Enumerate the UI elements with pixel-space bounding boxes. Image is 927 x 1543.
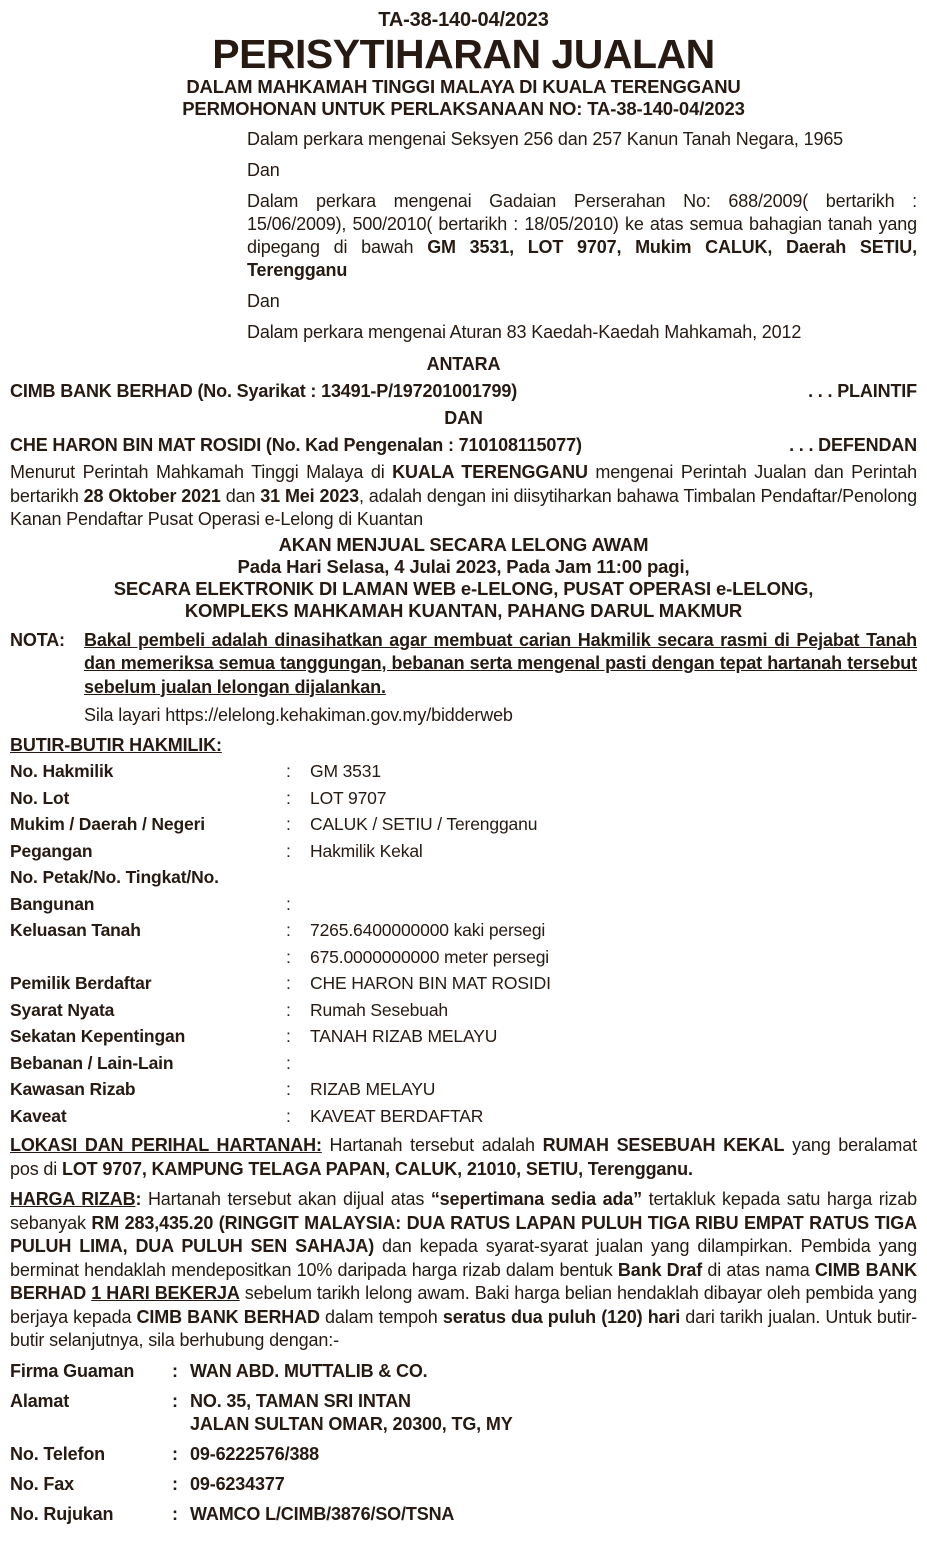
order-date-1: 28 Oktober 2021 <box>83 485 221 506</box>
row-colon: : <box>286 761 291 781</box>
contact-colon: : <box>172 1503 178 1524</box>
row-colon: : <box>286 1052 291 1073</box>
row-colon: : <box>286 973 291 993</box>
contact-row <box>10 1390 917 1436</box>
row-label: Kawasan Rizab <box>10 1079 136 1099</box>
row-label: No. Lot <box>10 787 70 808</box>
recital-aturan: Dalam perkara mengenai Aturan 83 Kaedah-Kaedah Mahkamah, 2012 <box>247 322 802 342</box>
harga-text-5: sebelum tarikh lelong awam. Baki harga belian hendaklah dibayar oleh pembida yang berjaya kepada <box>10 1283 917 1327</box>
row-value: CALUK / SETIU / Terengganu <box>310 814 538 834</box>
nota-block <box>10 629 917 700</box>
contact-label: Alamat <box>10 1390 70 1411</box>
order-text-2: mengenai Perintah Jualan dan Perintah bertarikh <box>10 462 917 506</box>
harga-text-2: tertakluk kepada satu harga rizab sebanyak <box>10 1189 918 1233</box>
contact-label: No. Fax <box>10 1473 74 1494</box>
table-row <box>10 785 917 812</box>
row-colon: : <box>286 1079 291 1099</box>
auction-line-3: SECARA ELEKTRONIK DI LAMAN WEB e-LELONG, PUSAT OPERASI e-LELONG, <box>113 577 814 599</box>
row-value: 7265.6400000000 kaki persegi <box>310 920 546 940</box>
row-value: KAVEAT BERDAFTAR <box>310 1105 484 1126</box>
table-row <box>10 1076 917 1103</box>
harga-working-day: 1 HARI BEKERJA <box>91 1283 240 1303</box>
order-paragraph <box>10 461 917 532</box>
recital-gadaian <box>247 190 917 282</box>
contact-row <box>10 1360 917 1383</box>
contact-value: 09-6234377 <box>190 1473 285 1494</box>
plaintiff-row <box>10 379 917 403</box>
harga-bank-name-2: CIMB BANK BERHAD <box>136 1306 320 1327</box>
table-row <box>10 1050 917 1077</box>
row-colon: : <box>286 999 291 1020</box>
row-colon: : <box>286 840 291 861</box>
contact-value: 09-6222576/388 <box>190 1443 320 1464</box>
defendant-role: . . . DEFENDAN <box>789 435 917 455</box>
recital-gadaian-property: GM 3531, LOT 9707, Mukim CALUK, Daerah SETIU, Terengganu <box>247 237 917 280</box>
recitals-block <box>247 128 917 344</box>
row-label: Bangunan <box>10 893 95 914</box>
table-row <box>10 970 917 997</box>
table-row <box>10 997 917 1024</box>
table-row <box>10 864 917 891</box>
lokasi-property-type: RUMAH SESEBUAH KEKAL <box>542 1135 785 1155</box>
lokasi-address: LOT 9707, KAMPUNG TELAGA PAPAN, CALUK, 21010, SETIU, Terengganu. <box>61 1158 693 1179</box>
plaintiff-role: . . . PLAINTIF <box>808 381 917 401</box>
recital-dan-2: Dan <box>247 291 280 311</box>
row-label: Bebanan / Lain-Lain <box>10 1052 174 1073</box>
row-value: LOT 9707 <box>310 787 387 808</box>
row-value <box>310 864 917 891</box>
website-line: Sila layari https://elelong.kehakiman.gov.my/bidderweb <box>84 705 513 725</box>
row-colon: : <box>286 1105 291 1126</box>
row-label: Syarat Nyata <box>10 999 115 1020</box>
row-colon <box>286 864 310 891</box>
row-colon: : <box>286 787 291 808</box>
auction-line-4: KOMPLEKS MAHKAMAH KUANTAN, PAHANG DARUL MAKMUR <box>184 599 743 621</box>
contact-block <box>10 1360 917 1526</box>
harga-text-4: di atas nama <box>702 1259 815 1280</box>
harga-as-is-clause: “sepertimana sedia ada” <box>430 1189 643 1209</box>
order-text-3: dan <box>220 485 261 506</box>
contact-colon: : <box>172 1360 178 1381</box>
contact-value: WAMCO L/CIMB/3876/SO/TSNA <box>190 1503 455 1524</box>
row-label: Sekatan Kepentingan <box>10 1026 186 1046</box>
recital-dan-1: Dan <box>247 160 280 180</box>
row-label: No. Petak/No. Tingkat/No. <box>10 867 219 887</box>
row-label: No. Hakmilik <box>10 761 114 781</box>
auction-line-2: Pada Hari Selasa, 4 Julai 2023, Pada Jam 11:00 pagi, <box>237 555 690 577</box>
harga-heading: HARGA RIZAB <box>10 1189 136 1209</box>
row-value: 675.0000000000 meter persegi <box>310 946 550 967</box>
harga-text-7: dari tarikh jualan. Untuk butir-butir selanjutnya, sila berhubung dengan:- <box>10 1306 918 1350</box>
row-label <box>10 944 286 971</box>
row-colon: : <box>286 893 291 914</box>
contact-value: WAN ABD. MUTTALIB & CO. <box>190 1360 428 1381</box>
order-text-1: Menurut Perintah Mahkamah Tinggi Malaya di <box>10 462 393 482</box>
row-colon: : <box>286 814 291 834</box>
contact-row <box>10 1473 917 1496</box>
harga-bank-draf: Bank Draf <box>617 1259 703 1280</box>
contact-value <box>190 1390 917 1436</box>
defendant-name: CHE HARON BIN MAT ROSIDI (No. Kad Pengenalan : 710108115077) <box>10 435 582 455</box>
court-name: DALAM MAHKAMAH TINGGI MALAYA DI KUALA TERENGGANU <box>186 76 741 97</box>
order-date-2: 31 Mei 2023 <box>260 485 359 506</box>
table-row <box>10 891 917 918</box>
recital-gadaian-text: Dalam perkara mengenai Gadaian Perserahan No: 688/2009( bertarikh : 15/06/2009), 500/2010( bertarikh : 18/05/2010) ke atas semua bahagian tanah yang dipegang di bawah <box>247 191 917 257</box>
table-row <box>10 758 917 785</box>
butir-table <box>10 758 917 1129</box>
table-row <box>10 917 917 944</box>
document-title: PERISYTIHARAN JUALAN <box>212 31 715 77</box>
contact-row <box>10 1503 917 1526</box>
plaintiff-name: CIMB BANK BERHAD (No. Syarikat : 13491-P/197201001799) <box>10 381 518 401</box>
row-label: Pegangan <box>10 840 93 861</box>
harga-reserve-price: RM 283,435.20 (RINGGIT MALAYSIA: DUA RATUS LAPAN PULUH TIGA RIBU EMPAT RATUS TIGA PULUH LIMA, DUA PULUH SEN SAHAJA) <box>10 1212 917 1256</box>
row-value: CHE HARON BIN MAT ROSIDI <box>310 973 551 993</box>
case-number: TA-38-140-04/2023 <box>378 9 549 31</box>
contact-label: No. Rujukan <box>10 1503 114 1524</box>
contact-label: No. Telefon <box>10 1443 106 1464</box>
auction-line-1: AKAN MENJUAL SECARA LELONG AWAM <box>278 533 649 555</box>
order-text-4: , adalah dengan ini diisytiharkan bahawa Timbalan Pendaftar/Penolong Kanan Pendaftar Pusat Operasi e-Lelong di Kuantan <box>10 485 917 529</box>
harga-text-6: dalam tempoh <box>319 1306 443 1327</box>
contact-address-line-1: NO. 35, TAMAN SRI INTAN <box>190 1390 411 1411</box>
harga-payment-period: seratus dua puluh (120) hari <box>442 1306 681 1327</box>
row-value: RIZAB MELAYU <box>310 1079 436 1099</box>
harga-text-1: Hartanah tersebut akan dijual atas <box>141 1189 431 1209</box>
contact-row <box>10 1443 917 1466</box>
row-colon: : <box>286 946 291 967</box>
row-value <box>310 1050 917 1077</box>
nota-text: Bakal pembeli adalah dinasihatkan agar membuat carian Hakmilik secara rasmi di Pejabat Tanah dan memeriksa semua tanggungan, bebanan serta mengenal pasti dengan tepat hartanah tersebut sebelum jualan lelongan dijalankan. <box>84 629 917 697</box>
recital-seksyen: Dalam perkara mengenai Seksyen 256 dan 257 Kanun Tanah Negara, 1965 <box>247 129 844 149</box>
row-value: Hakmilik Kekal <box>310 840 423 861</box>
auction-block <box>10 534 917 622</box>
lokasi-paragraph <box>10 1134 917 1181</box>
row-label: Mukim / Daerah / Negeri <box>10 814 205 834</box>
lokasi-text-1: Hartanah tersebut adalah <box>321 1135 543 1155</box>
row-value <box>310 891 917 918</box>
harga-heading-colon: : <box>135 1189 142 1209</box>
contact-colon: : <box>172 1473 178 1494</box>
contact-colon: : <box>172 1390 178 1411</box>
row-value: GM 3531 <box>310 761 381 781</box>
row-label: Pemilik Berdaftar <box>10 973 152 993</box>
row-label: Keluasan Tanah <box>10 920 141 940</box>
table-row <box>10 944 917 971</box>
antara-label: ANTARA <box>426 354 501 374</box>
row-value: TANAH RIZAB MELAYU <box>310 1026 498 1046</box>
harga-bank-name-1: CIMB BANK BERHAD <box>10 1259 917 1303</box>
application-number: PERMOHONAN UNTUK PERLAKSANAAN NO: TA-38-140-04/2023 <box>182 98 745 119</box>
contact-label: Firma Guaman <box>10 1360 135 1381</box>
contact-address-line-2: JALAN SULTAN OMAR, 20300, TG, MY <box>190 1413 513 1434</box>
table-row <box>10 838 917 865</box>
nota-label: NOTA: <box>10 629 65 650</box>
table-row <box>10 811 917 838</box>
lokasi-text-2: yang beralamat pos di <box>10 1135 917 1179</box>
dan-label: DAN <box>444 408 483 428</box>
harga-paragraph <box>10 1188 917 1353</box>
row-value: Rumah Sesebuah <box>310 999 448 1020</box>
table-row <box>10 1103 917 1130</box>
defendant-row <box>10 433 917 457</box>
contact-colon: : <box>172 1443 178 1464</box>
row-label: Kaveat <box>10 1105 67 1126</box>
row-colon: : <box>286 1026 291 1046</box>
table-row <box>10 1023 917 1050</box>
row-colon: : <box>286 920 291 940</box>
lokasi-heading: LOKASI DAN PERIHAL HARTANAH: <box>10 1135 322 1155</box>
butir-heading: BUTIR-BUTIR HAKMILIK: <box>10 735 222 755</box>
order-court-bold: KUALA TERENGGANU <box>392 462 588 482</box>
harga-text-3: dan kepada syarat-syarat jualan yang dilampirkan. Pembida yang berminat hendaklah mendepositkan 10% daripada harga rizab dalam bentuk <box>10 1236 917 1280</box>
